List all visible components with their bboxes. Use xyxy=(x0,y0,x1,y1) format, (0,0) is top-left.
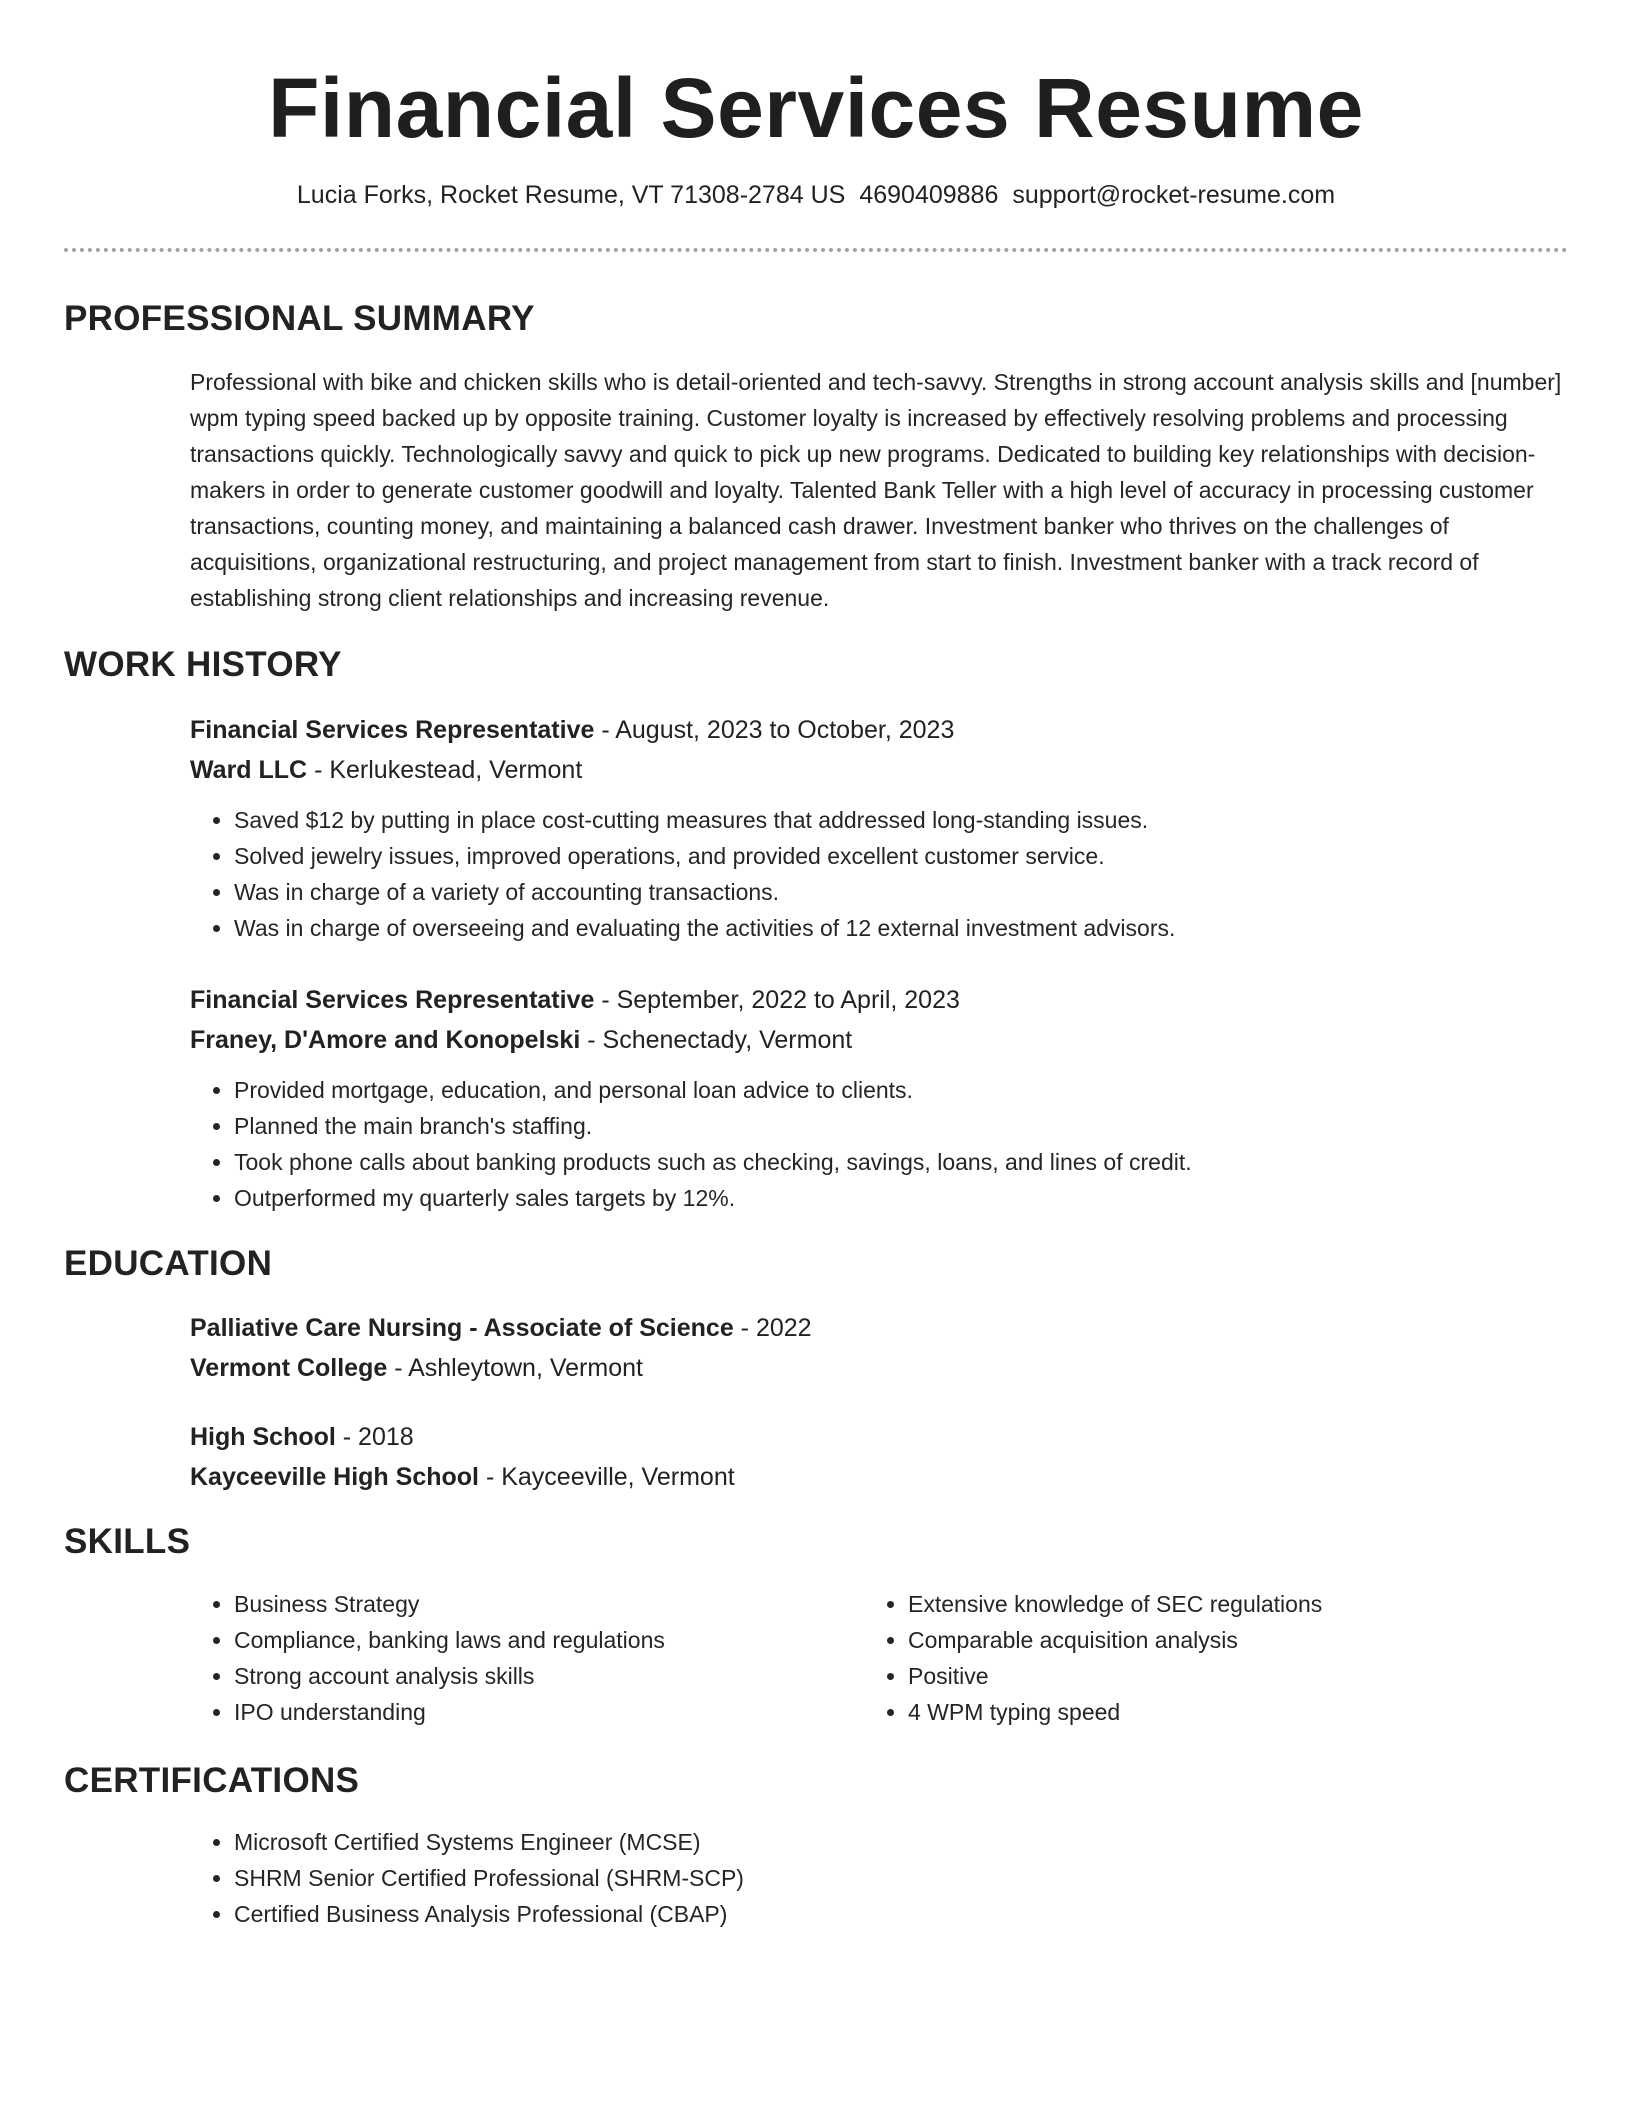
contact-line xyxy=(64,180,1568,210)
header-divider xyxy=(64,248,1568,252)
skills-column-right xyxy=(864,1586,1504,1730)
job-bullets xyxy=(190,1072,1568,1216)
skills-column-left xyxy=(190,1586,830,1730)
certifications-list xyxy=(190,1824,1568,1932)
list-item: • Took phone calls about banking products such as checking, savings, loans, and lines of credit. xyxy=(234,1144,1568,1180)
list-item: • Saved $12 by putting in place cost-cutting measures that addressed long-standing issues. xyxy=(234,802,1568,838)
summary-text: Professional with bike and chicken skills who is detail-oriented and tech-savvy. Strengths in strong account analysis skills and [number] wpm typing speed backed up by opposite training. Customer loyalty is increased by effectively resolving problems and processing transactions quickly. Technologically savvy and quick to pick up new programs. Dedicated to building key relationships with decision-makers in order to generate customer goodwill and loyalty. Talented Bank Teller with a high level of accuracy in processing customer transactions, counting money, and maintaining a balanced cash drawer. Investment banker who thrives on the challenges of acquisitions, organizational restructuring, and project management from start to finish. Investment banker with a track record of establishing strong client relationships and increasing revenue. xyxy=(190,369,1562,611)
job-dates: - September, 2022 to April, 2023 xyxy=(594,986,960,1014)
list-item: • Solved jewelry issues, improved operations, and provided excellent customer service. xyxy=(234,838,1568,874)
job-company: Ward LLC xyxy=(190,756,308,784)
list-item: • Extensive knowledge of SEC regulations xyxy=(908,1586,1504,1622)
school-line xyxy=(190,1457,1568,1497)
degree-year: - 2022 xyxy=(733,1314,812,1342)
job-location: - Schenectady, Vermont xyxy=(580,1026,853,1054)
degree-line xyxy=(190,1417,1568,1457)
job-company-line xyxy=(190,750,1568,790)
job-entry xyxy=(190,980,1568,1216)
contact-phone: 4690409886 xyxy=(859,181,999,209)
school: Kayceeville High School xyxy=(190,1463,479,1491)
job-title-line xyxy=(190,980,1568,1020)
education-entry xyxy=(190,1417,1568,1497)
list-item: • Compliance, banking laws and regulations xyxy=(234,1622,830,1658)
education-entry xyxy=(190,1308,1568,1388)
certifications-heading: CERTIFICATIONS xyxy=(64,1761,360,1800)
job-entry xyxy=(190,710,1568,946)
education-heading: EDUCATION xyxy=(64,1244,273,1283)
list-item: • IPO understanding xyxy=(234,1694,830,1730)
degree-year: - 2018 xyxy=(335,1423,414,1451)
resume-title: Financial Services Resume xyxy=(268,61,1364,155)
job-dates: - August, 2023 to October, 2023 xyxy=(594,716,955,744)
list-item: • SHRM Senior Certified Professional (SHRM-SCP) xyxy=(234,1860,1568,1896)
job-company: Franey, D'Amore and Konopelski xyxy=(190,1026,581,1054)
school-location: - Ashleytown, Vermont xyxy=(387,1354,643,1382)
summary-block xyxy=(190,364,1568,616)
list-item: • Was in charge of a variety of accounting transactions. xyxy=(234,874,1568,910)
job-bullets xyxy=(190,802,1568,946)
degree-line xyxy=(190,1308,1568,1348)
degree: Palliative Care Nursing - Associate of Science xyxy=(190,1314,734,1342)
list-item: • Comparable acquisition analysis xyxy=(908,1622,1504,1658)
list-item: • Business Strategy xyxy=(234,1586,830,1622)
certifications-block xyxy=(190,1824,1568,1932)
job-location: - Kerlukestead, Vermont xyxy=(307,756,583,784)
job-title: Financial Services Representative xyxy=(190,986,595,1014)
list-item: • Microsoft Certified Systems Engineer (MCSE) xyxy=(234,1824,1568,1860)
school-location: - Kayceeville, Vermont xyxy=(479,1463,735,1491)
school: Vermont College xyxy=(190,1354,388,1382)
degree: High School xyxy=(190,1423,336,1451)
contact-address: Lucia Forks, Rocket Resume, VT 71308-2784 US xyxy=(296,181,846,209)
list-item: • Positive xyxy=(908,1658,1504,1694)
list-item: • Strong account analysis skills xyxy=(234,1658,830,1694)
list-item: • Planned the main branch's staffing. xyxy=(234,1108,1568,1144)
list-item: • Provided mortgage, education, and personal loan advice to clients. xyxy=(234,1072,1568,1108)
job-title: Financial Services Representative xyxy=(190,716,595,744)
list-item: • Outperformed my quarterly sales targets by 12%. xyxy=(234,1180,1568,1216)
skills-list xyxy=(864,1586,1504,1730)
contact-email[interactable]: support@rocket-resume.com xyxy=(1012,181,1336,209)
skills-list xyxy=(190,1586,830,1730)
summary-heading: PROFESSIONAL SUMMARY xyxy=(64,299,535,338)
work-history-heading: WORK HISTORY xyxy=(64,645,342,684)
list-item: • 4 WPM typing speed xyxy=(908,1694,1504,1730)
school-line xyxy=(190,1348,1568,1388)
job-company-line xyxy=(190,1020,1568,1060)
list-item: • Certified Business Analysis Professional (CBAP) xyxy=(234,1896,1568,1932)
skills-heading: SKILLS xyxy=(64,1522,191,1561)
list-item: • Was in charge of overseeing and evaluating the activities of 12 external investment advisors. xyxy=(234,910,1568,946)
job-title-line xyxy=(190,710,1568,750)
resume-page xyxy=(64,0,1568,1927)
